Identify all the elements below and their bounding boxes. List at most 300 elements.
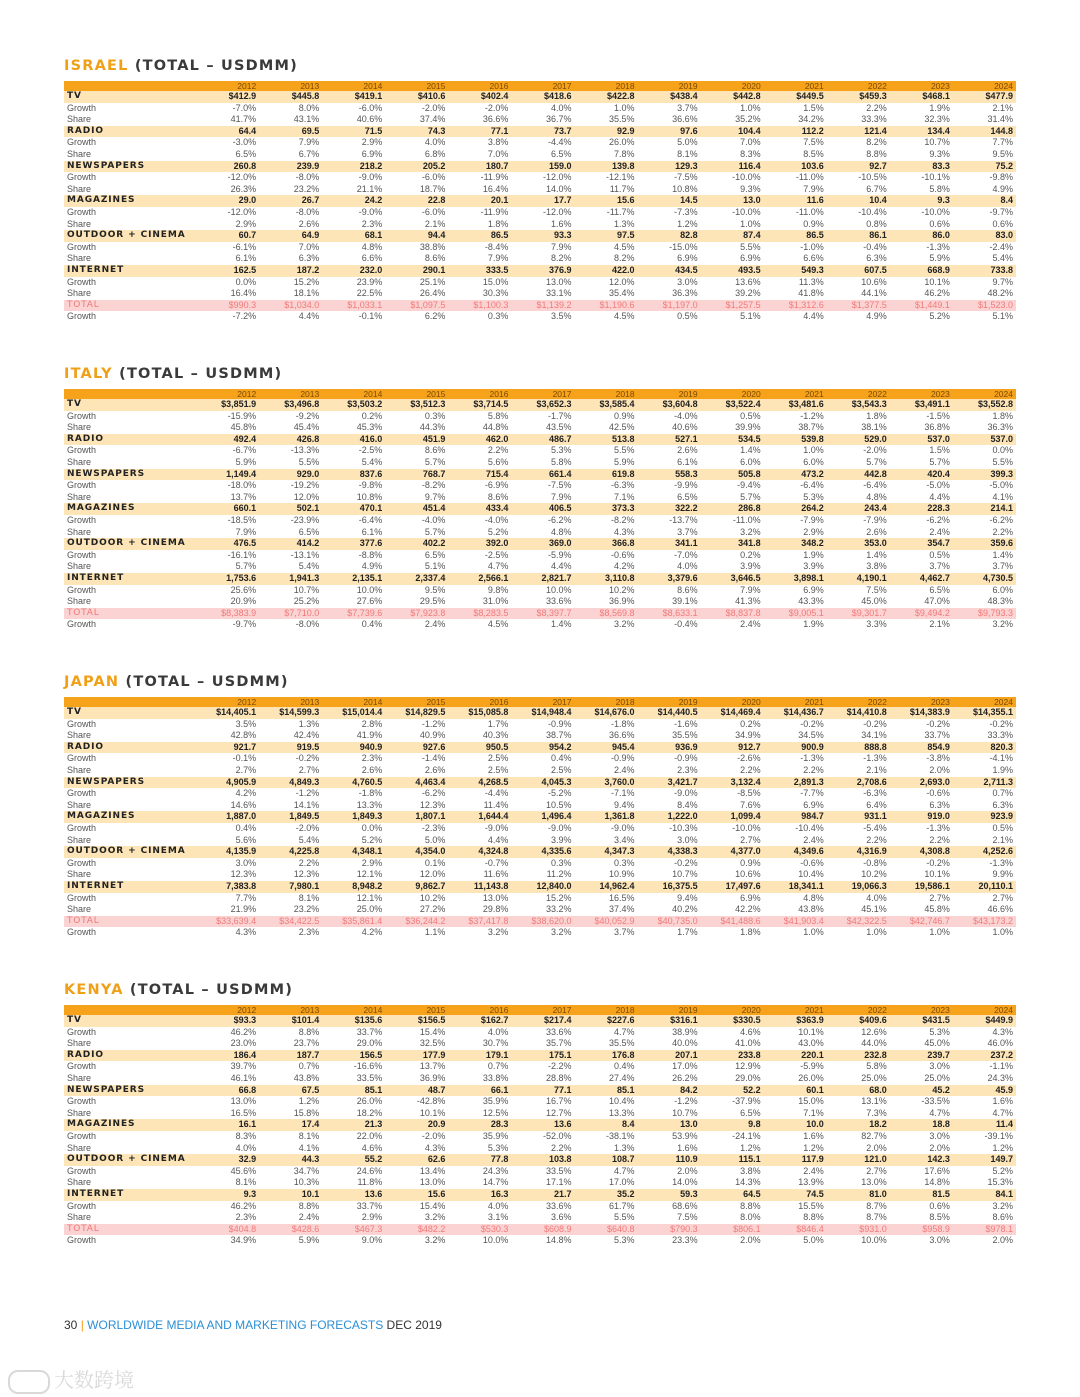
value-cell: 8.3% xyxy=(235,1130,257,1141)
value-cell: 144.8 xyxy=(953,126,1016,138)
value-cell: 81.5 xyxy=(890,1189,953,1201)
value-cell: 1.7% xyxy=(677,927,698,938)
value-cell: 24.6% xyxy=(356,1165,383,1176)
year-header: 2014 xyxy=(322,1005,385,1015)
value-cell: 18,341.1 xyxy=(764,881,827,893)
value-cell: $156.5 xyxy=(385,1015,448,1027)
value-cell: 7.5% xyxy=(803,137,824,148)
value-cell: 31.0% xyxy=(482,596,509,607)
value-cell: 13.1% xyxy=(861,1096,887,1107)
value-cell: 44.1% xyxy=(861,288,887,299)
value-cell: 4.8% xyxy=(803,892,824,903)
category-row xyxy=(64,538,1016,550)
value-cell: $42,746.7 xyxy=(890,916,953,928)
value-cell: 9.3 xyxy=(196,1189,259,1201)
metric-row xyxy=(64,1235,1016,1247)
value-cell: 923.9 xyxy=(953,811,1016,823)
value-cell: 21.1% xyxy=(356,183,383,194)
value-cell: 22.5% xyxy=(356,288,383,299)
value-cell: 6.3% xyxy=(992,799,1013,810)
value-cell: 921.7 xyxy=(196,742,259,754)
value-cell: 28.8% xyxy=(545,1072,572,1083)
value-cell: 7.9% xyxy=(550,491,572,502)
value-cell: 38.1% xyxy=(861,422,887,433)
value-cell: 24.3% xyxy=(987,1072,1013,1083)
value-cell: -6.3% xyxy=(611,480,635,491)
row-label: Share xyxy=(67,288,92,299)
value-cell: 2.3% xyxy=(677,764,698,775)
category-row xyxy=(64,195,1016,207)
row-label: TOTAL xyxy=(64,608,196,620)
value-cell: 228.3 xyxy=(890,503,953,515)
value-cell: 5.8% xyxy=(550,456,572,467)
value-cell: -8.2% xyxy=(421,480,446,491)
value-cell: -10.0% xyxy=(732,172,761,183)
value-cell: 10.8% xyxy=(672,183,698,194)
value-cell: 36.8% xyxy=(924,422,950,433)
metric-row xyxy=(64,515,1016,527)
value-cell: 668.9 xyxy=(890,265,953,277)
value-cell: 433.4 xyxy=(448,503,511,515)
row-label: Share xyxy=(67,114,92,125)
value-cell: 10.7% xyxy=(672,1107,698,1118)
value-cell: 68.6% xyxy=(672,1200,698,1211)
value-cell: -5.4% xyxy=(863,822,887,833)
value-cell: 10.1% xyxy=(924,869,950,880)
value-cell: 13.6% xyxy=(735,276,761,287)
metric-row xyxy=(64,800,1016,812)
value-cell: 112.2 xyxy=(764,126,827,138)
value-cell: 4.8% xyxy=(866,491,887,502)
value-cell: -1.5% xyxy=(926,410,950,421)
value-cell: 36.7% xyxy=(545,114,572,125)
value-cell: 6.5% xyxy=(235,148,257,159)
value-cell: 43.5% xyxy=(545,422,572,433)
value-cell: 33.2% xyxy=(545,904,572,915)
value-cell: 7.5% xyxy=(677,1212,698,1223)
value-cell: 1.3% xyxy=(614,1142,635,1153)
value-cell: 93.3 xyxy=(511,230,574,242)
value-cell: -6.2% xyxy=(547,514,572,525)
value-cell: 34.9% xyxy=(735,730,761,741)
value-cell: 45.4% xyxy=(293,422,320,433)
value-cell: 10.0% xyxy=(861,1235,887,1246)
value-cell: 45.8% xyxy=(230,422,257,433)
value-cell: 37.4% xyxy=(609,904,635,915)
value-cell: 0.9% xyxy=(803,218,824,229)
value-cell: 60.1 xyxy=(764,1085,827,1097)
value-cell: 33.5% xyxy=(356,1072,383,1083)
value-cell: 1.0% xyxy=(929,927,950,938)
year-header: 2013 xyxy=(259,1005,322,1015)
value-cell: 2.4% xyxy=(740,619,761,630)
value-cell: 4,347.3 xyxy=(575,846,638,858)
watermark-text: 大数跨境 xyxy=(54,1370,134,1392)
value-cell: 492.4 xyxy=(196,434,259,446)
value-cell: -4.0% xyxy=(484,514,509,525)
value-cell: 0.5% xyxy=(677,311,698,322)
value-cell: 768.7 xyxy=(385,469,448,481)
value-cell: 37.4% xyxy=(419,114,446,125)
value-cell: 8.8% xyxy=(866,148,887,159)
value-cell: 220.1 xyxy=(764,1050,827,1062)
value-cell: -7.7% xyxy=(800,788,824,799)
value-cell: 43.1% xyxy=(293,114,320,125)
value-cell: 476.5 xyxy=(196,538,259,550)
value-cell: $3,491.1 xyxy=(890,399,953,411)
value-cell: 94.4 xyxy=(385,230,448,242)
value-cell: $9,494.2 xyxy=(890,608,953,620)
value-cell: $428.6 xyxy=(259,1224,322,1236)
total-row xyxy=(64,916,1016,928)
value-cell: -7.9% xyxy=(800,514,824,525)
value-cell: 12.5% xyxy=(482,1107,509,1118)
value-cell: 348.2 xyxy=(764,538,827,550)
header-corner xyxy=(64,81,196,91)
value-cell: 9.8% xyxy=(487,584,509,595)
value-cell: 75.2 xyxy=(953,161,1016,173)
value-cell: 187.2 xyxy=(259,265,322,277)
value-cell: 6.0% xyxy=(740,456,761,467)
value-cell: 42.5% xyxy=(609,422,635,433)
value-cell: 10.9% xyxy=(609,869,635,880)
value-cell: 4.9% xyxy=(866,311,887,322)
metric-row xyxy=(64,1027,1016,1039)
value-cell: 4.7% xyxy=(487,561,509,572)
value-cell: 14.1% xyxy=(293,799,320,810)
value-cell: 5.2% xyxy=(992,1165,1013,1176)
value-cell: -6.4% xyxy=(358,514,383,525)
value-cell: 2.2% xyxy=(992,526,1013,537)
row-label: Growth xyxy=(67,1096,97,1107)
value-cell: -8.4% xyxy=(484,241,509,252)
row-label: Growth xyxy=(67,753,97,764)
row-label: NEWSPAPERS xyxy=(64,469,196,481)
value-cell: 17.0% xyxy=(609,1177,635,1188)
value-cell: 2.2% xyxy=(487,445,509,456)
value-cell: 5.0% xyxy=(803,1235,824,1246)
row-label: Share xyxy=(67,253,92,264)
value-cell: 539.8 xyxy=(764,434,827,446)
value-cell: 399.3 xyxy=(953,469,1016,481)
value-cell: 4.0% xyxy=(866,892,887,903)
value-cell: $419.1 xyxy=(322,91,385,103)
value-cell: 11.7% xyxy=(609,183,635,194)
value-cell: 4.4% xyxy=(929,491,950,502)
category-row xyxy=(64,777,1016,789)
value-cell: -1.2% xyxy=(674,1096,698,1107)
value-cell: 9.3 xyxy=(890,195,953,207)
value-cell: 4,349.6 xyxy=(764,846,827,858)
row-label: RADIO xyxy=(64,1050,196,1062)
value-cell: 83.3 xyxy=(890,161,953,173)
value-cell: 2.2% xyxy=(298,857,320,868)
value-cell: 24.3% xyxy=(482,1165,509,1176)
value-cell: 38.7% xyxy=(545,730,572,741)
value-cell: 7.1% xyxy=(803,1107,824,1118)
value-cell: $7,710.0 xyxy=(259,608,322,620)
value-cell: 4.0% xyxy=(677,561,698,572)
value-cell: 8.8% xyxy=(298,1026,320,1037)
value-cell: 8.1% xyxy=(298,1130,320,1141)
value-cell: 527.1 xyxy=(638,434,701,446)
value-cell: 2.4% xyxy=(424,619,446,630)
value-cell: 820.3 xyxy=(953,742,1016,754)
value-cell: 6.3% xyxy=(929,799,950,810)
value-cell: $640.8 xyxy=(575,1224,638,1236)
row-label: Share xyxy=(67,456,92,467)
value-cell: 3.2% xyxy=(992,619,1013,630)
row-label: MAGAZINES xyxy=(64,1119,196,1131)
value-cell: $1,190.6 xyxy=(575,300,638,312)
value-cell: 5.8% xyxy=(866,1061,887,1072)
value-cell: 33.3% xyxy=(861,114,887,125)
value-cell: $3,522.4 xyxy=(701,399,764,411)
value-cell: 4,730.5 xyxy=(953,573,1016,585)
country-name: KENYA xyxy=(64,982,124,998)
value-cell: $14,383.9 xyxy=(890,707,953,719)
value-cell: 42.4% xyxy=(293,730,320,741)
value-cell: 4.9% xyxy=(361,561,383,572)
value-cell: 19,586.1 xyxy=(890,881,953,893)
year-header: 2024 xyxy=(953,1005,1016,1015)
value-cell: 13.0% xyxy=(482,892,509,903)
value-cell: 1,753.6 xyxy=(196,573,259,585)
metric-row xyxy=(64,137,1016,149)
value-cell: 927.6 xyxy=(385,742,448,754)
value-cell: 17.1% xyxy=(545,1177,572,1188)
value-cell: -7.1% xyxy=(611,788,635,799)
value-cell: 2.6% xyxy=(866,526,887,537)
value-cell: 66.1 xyxy=(448,1085,511,1097)
value-cell: 950.5 xyxy=(448,742,511,754)
value-cell: 1.4% xyxy=(992,549,1013,560)
value-cell: 7.0% xyxy=(487,148,509,159)
row-label: TV xyxy=(64,399,196,411)
value-cell: 2.0% xyxy=(677,1165,698,1176)
metric-row xyxy=(64,765,1016,777)
value-cell: 45.0% xyxy=(924,1038,950,1049)
value-cell: 4.7% xyxy=(614,1165,635,1176)
metric-row xyxy=(64,596,1016,608)
value-cell: 6.5% xyxy=(929,584,950,595)
value-cell: -0.9% xyxy=(674,753,698,764)
metric-row xyxy=(64,311,1016,323)
value-cell: 2.6% xyxy=(361,764,383,775)
value-cell: 5.4% xyxy=(992,253,1013,264)
value-cell: 83.0 xyxy=(953,230,1016,242)
value-cell: 41.0% xyxy=(735,1038,761,1049)
metric-row xyxy=(64,1108,1016,1120)
value-cell: 392.0 xyxy=(448,538,511,550)
value-cell: -3.8% xyxy=(926,753,950,764)
value-cell: 2.1% xyxy=(992,834,1013,845)
value-cell: 4,308.8 xyxy=(890,846,953,858)
year-header: 2021 xyxy=(764,697,827,707)
value-cell: 64.4 xyxy=(196,126,259,138)
value-cell: 23.2% xyxy=(293,904,320,915)
value-cell: 38.7% xyxy=(798,422,824,433)
value-cell: $93.3 xyxy=(196,1015,259,1027)
value-cell: -5.2% xyxy=(547,788,572,799)
row-label: TOTAL xyxy=(64,300,196,312)
value-cell: 900.9 xyxy=(764,742,827,754)
year-header: 2021 xyxy=(764,81,827,91)
value-cell: -10.0% xyxy=(732,206,761,217)
category-row xyxy=(64,469,1016,481)
value-cell: 97.5 xyxy=(575,230,638,242)
value-cell: 6.4% xyxy=(866,799,887,810)
country-name: JAPAN xyxy=(64,674,120,690)
value-cell: 8.4 xyxy=(575,1119,638,1131)
value-cell: 0.9% xyxy=(740,857,761,868)
value-cell: $36,244.2 xyxy=(385,916,448,928)
value-cell: -6.3% xyxy=(863,788,887,799)
value-cell: $14,440.5 xyxy=(638,707,701,719)
value-cell: 4.7% xyxy=(614,1026,635,1037)
value-cell: 3.8% xyxy=(487,137,509,148)
value-cell: -0.1% xyxy=(358,311,383,322)
value-cell: $442.8 xyxy=(701,91,764,103)
value-cell: -8.2% xyxy=(611,514,635,525)
value-cell: $8,569.8 xyxy=(575,608,638,620)
value-cell: $449.9 xyxy=(953,1015,1016,1027)
value-cell: 4,252.6 xyxy=(953,846,1016,858)
value-cell: 607.5 xyxy=(827,265,890,277)
value-cell: 6.5% xyxy=(550,148,572,159)
metric-row xyxy=(64,1073,1016,1085)
value-cell: -10.4% xyxy=(795,822,824,833)
value-cell: -9.0% xyxy=(674,788,698,799)
metric-row xyxy=(64,1143,1016,1155)
value-cell: 13.7% xyxy=(230,491,257,502)
value-cell: 2.7% xyxy=(740,834,761,845)
row-label: Growth xyxy=(67,410,97,421)
value-cell: 4.4% xyxy=(550,561,572,572)
value-cell: 25.0% xyxy=(924,1072,950,1083)
value-cell: 9.7% xyxy=(424,491,446,502)
value-cell: 4.4% xyxy=(487,834,509,845)
value-cell: 0.7% xyxy=(487,1061,509,1072)
value-cell: 3,379.6 xyxy=(638,573,701,585)
value-cell: 4,316.9 xyxy=(827,846,890,858)
row-label: INTERNET xyxy=(64,881,196,893)
value-cell: 45.9 xyxy=(953,1085,1016,1097)
value-cell: 2.4% xyxy=(614,764,635,775)
value-cell: 0.7% xyxy=(298,1061,320,1072)
value-cell: 6.6% xyxy=(803,253,824,264)
value-cell: 36.6% xyxy=(672,114,698,125)
value-cell: 71.5 xyxy=(322,126,385,138)
section-title xyxy=(64,674,289,690)
value-cell: 1.8% xyxy=(487,218,509,229)
value-cell: 513.8 xyxy=(575,434,638,446)
value-cell: 486.7 xyxy=(511,434,574,446)
value-cell: $162.7 xyxy=(448,1015,511,1027)
value-cell: -9.0% xyxy=(547,822,572,833)
row-label: RADIO xyxy=(64,126,196,138)
value-cell: 416.0 xyxy=(322,434,385,446)
value-cell: $467.3 xyxy=(322,1224,385,1236)
value-cell: $40,052.9 xyxy=(575,916,638,928)
value-cell: 14.5 xyxy=(638,195,701,207)
value-cell: 26.0% xyxy=(609,137,635,148)
value-cell: 4,354.0 xyxy=(385,846,448,858)
row-label: TV xyxy=(64,1015,196,1027)
value-cell: 86.5 xyxy=(764,230,827,242)
row-label: Share xyxy=(67,1177,92,1188)
value-cell: 41.9% xyxy=(356,730,383,741)
value-cell: 2.9% xyxy=(361,1212,383,1223)
value-cell: 2.6% xyxy=(677,445,698,456)
value-cell: -9.7% xyxy=(989,206,1013,217)
value-cell: 5.1% xyxy=(992,311,1013,322)
value-cell: -0.9% xyxy=(547,718,572,729)
value-cell: -6.0% xyxy=(421,206,446,217)
value-cell: $8,837.8 xyxy=(701,608,764,620)
category-row xyxy=(64,1119,1016,1131)
value-cell: -2.5% xyxy=(484,549,509,560)
value-cell: 176.8 xyxy=(575,1050,638,1062)
year-header: 2016 xyxy=(448,1005,511,1015)
value-cell: 48.3% xyxy=(987,596,1013,607)
value-cell: 4.7% xyxy=(929,1107,950,1118)
value-cell: 33.7% xyxy=(356,1026,383,1037)
value-cell: 4,045.3 xyxy=(511,777,574,789)
row-label: RADIO xyxy=(64,434,196,446)
value-cell: 214.1 xyxy=(953,503,1016,515)
value-cell: 1.5% xyxy=(803,102,824,113)
value-cell: 1,644.4 xyxy=(448,811,511,823)
value-cell: 86.0 xyxy=(890,230,953,242)
value-cell: 4,348.1 xyxy=(322,846,385,858)
row-label: Share xyxy=(67,799,92,810)
year-header: 2020 xyxy=(701,697,764,707)
value-cell: 0.9% xyxy=(614,410,635,421)
value-cell: 77.1 xyxy=(448,126,511,138)
row-label: TV xyxy=(64,91,196,103)
value-cell: -3.0% xyxy=(232,137,257,148)
year-header: 2018 xyxy=(575,1005,638,1015)
category-row xyxy=(64,434,1016,446)
value-cell: 505.8 xyxy=(701,469,764,481)
row-label: Share xyxy=(67,1212,92,1223)
value-cell: 7.8% xyxy=(614,148,635,159)
row-label: Growth xyxy=(67,927,97,938)
value-cell: -4.0% xyxy=(674,410,698,421)
value-cell: 19,066.3 xyxy=(827,881,890,893)
value-cell: 8.0% xyxy=(298,102,320,113)
value-cell: 414.2 xyxy=(259,538,322,550)
value-cell: 10.2% xyxy=(419,892,446,903)
value-cell: $790.3 xyxy=(638,1224,701,1236)
value-cell: 38.9% xyxy=(672,1026,698,1037)
value-cell: 15.0% xyxy=(798,1096,824,1107)
value-cell: 0.3% xyxy=(550,857,572,868)
value-cell: 33.5% xyxy=(545,1165,572,1176)
year-header: 2016 xyxy=(448,389,511,399)
value-cell: 10.1 xyxy=(259,1189,322,1201)
value-cell: 6.9% xyxy=(740,253,761,264)
value-cell: $7,739.6 xyxy=(322,608,385,620)
year-header: 2020 xyxy=(701,1005,764,1015)
value-cell: 442.8 xyxy=(827,469,890,481)
value-cell: 0.6% xyxy=(992,218,1013,229)
row-label: Growth xyxy=(67,892,97,903)
value-cell: 4,463.4 xyxy=(385,777,448,789)
value-cell: -9.0% xyxy=(358,172,383,183)
year-header: 2024 xyxy=(953,389,1016,399)
